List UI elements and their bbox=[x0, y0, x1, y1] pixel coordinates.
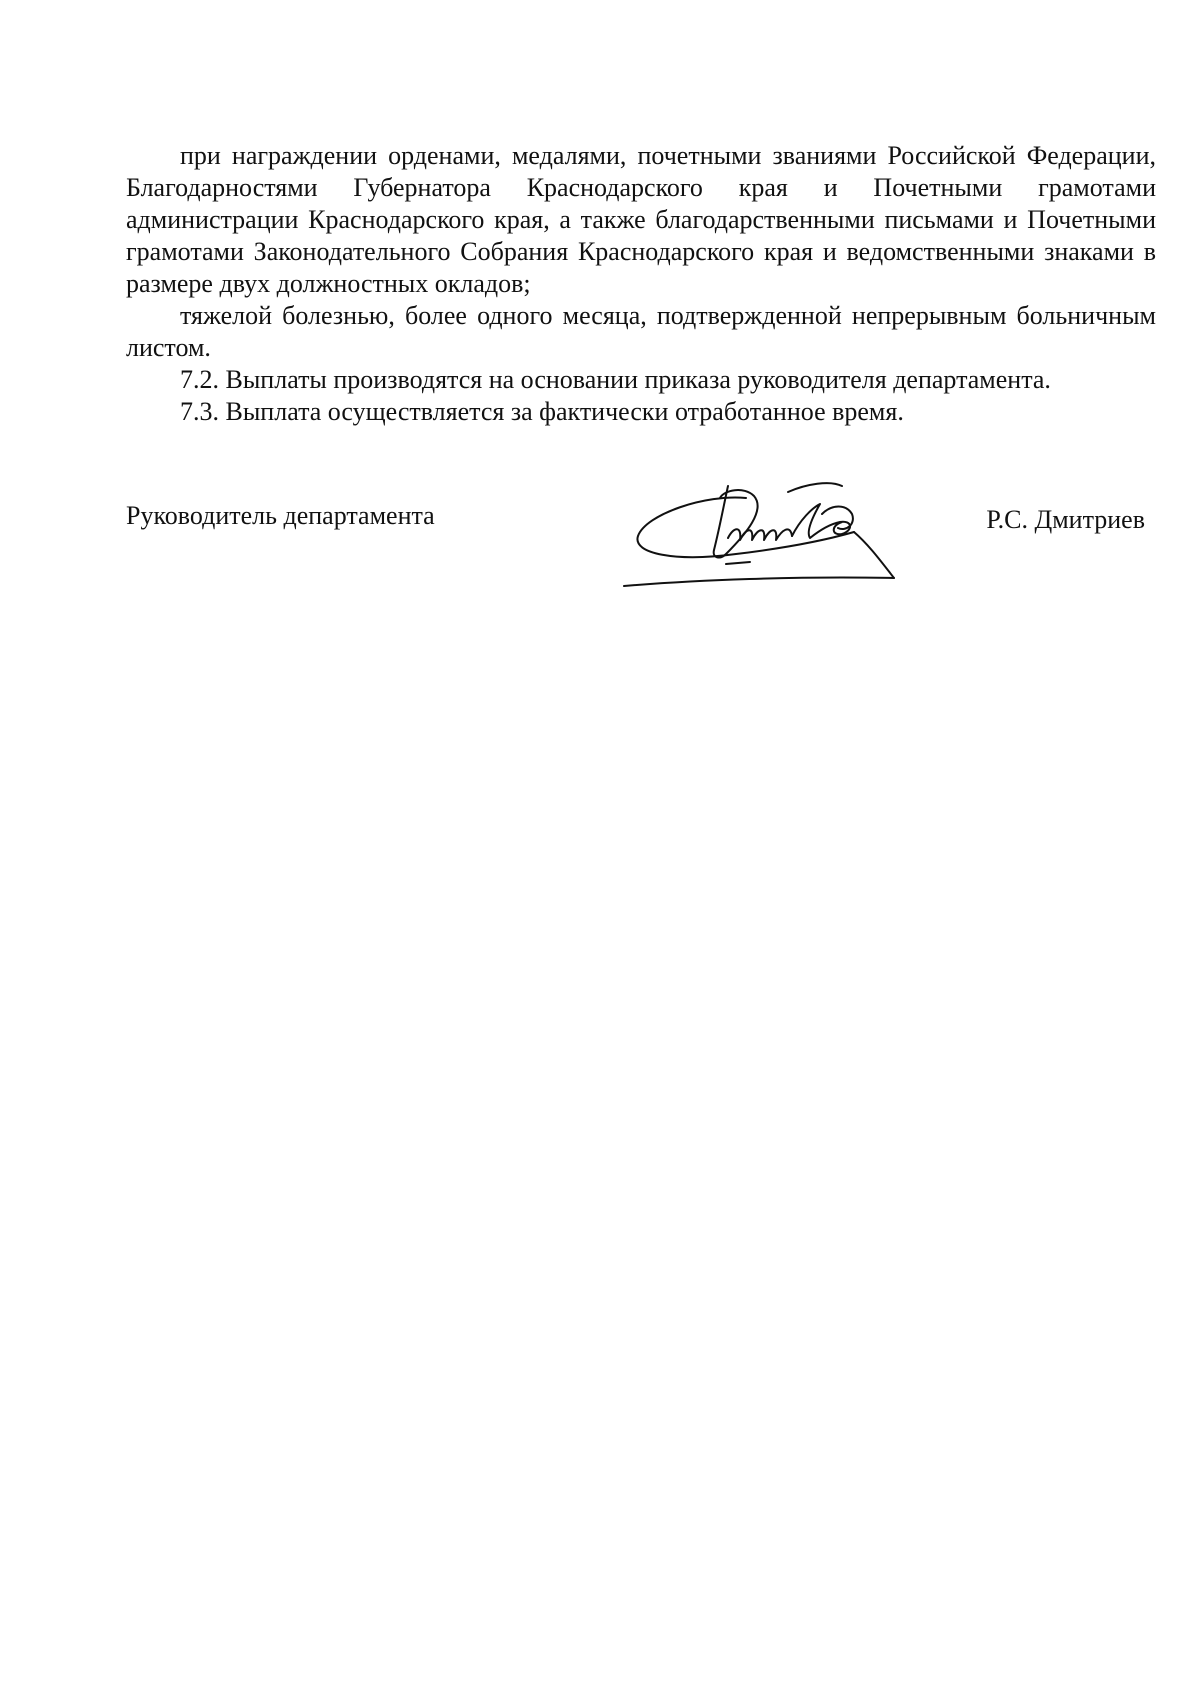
signature-block bbox=[126, 486, 1156, 606]
handwritten-signature-icon bbox=[616, 474, 916, 594]
signatory-name: Р.С. Дмитриев bbox=[986, 505, 1145, 534]
paragraph-7-3: 7.3. Выплата осуществляется за фактически отработанное время. bbox=[180, 397, 904, 426]
document-body bbox=[126, 140, 1156, 428]
paragraph-awards: при награждении орденами, медалями, почетными званиями Российской Федерации, Благодарностями Губернатора Краснодарского края и Почетными грамотами администрации Краснодарского края, а также благодарственными письмами и Почетными грамотами Законодательного Собрания Краснодарского края и ведомственными знаками в размере двух должностных окладов; bbox=[126, 141, 1156, 298]
paragraph-illness: тяжелой болезнью, более одного месяца, подтвержденной непрерывным больничным листом. bbox=[126, 301, 1156, 362]
signatory-position: Руководитель департамента bbox=[126, 501, 435, 530]
paragraph-7-2: 7.2. Выплаты производятся на основании приказа руководителя департамента. bbox=[180, 365, 1051, 394]
